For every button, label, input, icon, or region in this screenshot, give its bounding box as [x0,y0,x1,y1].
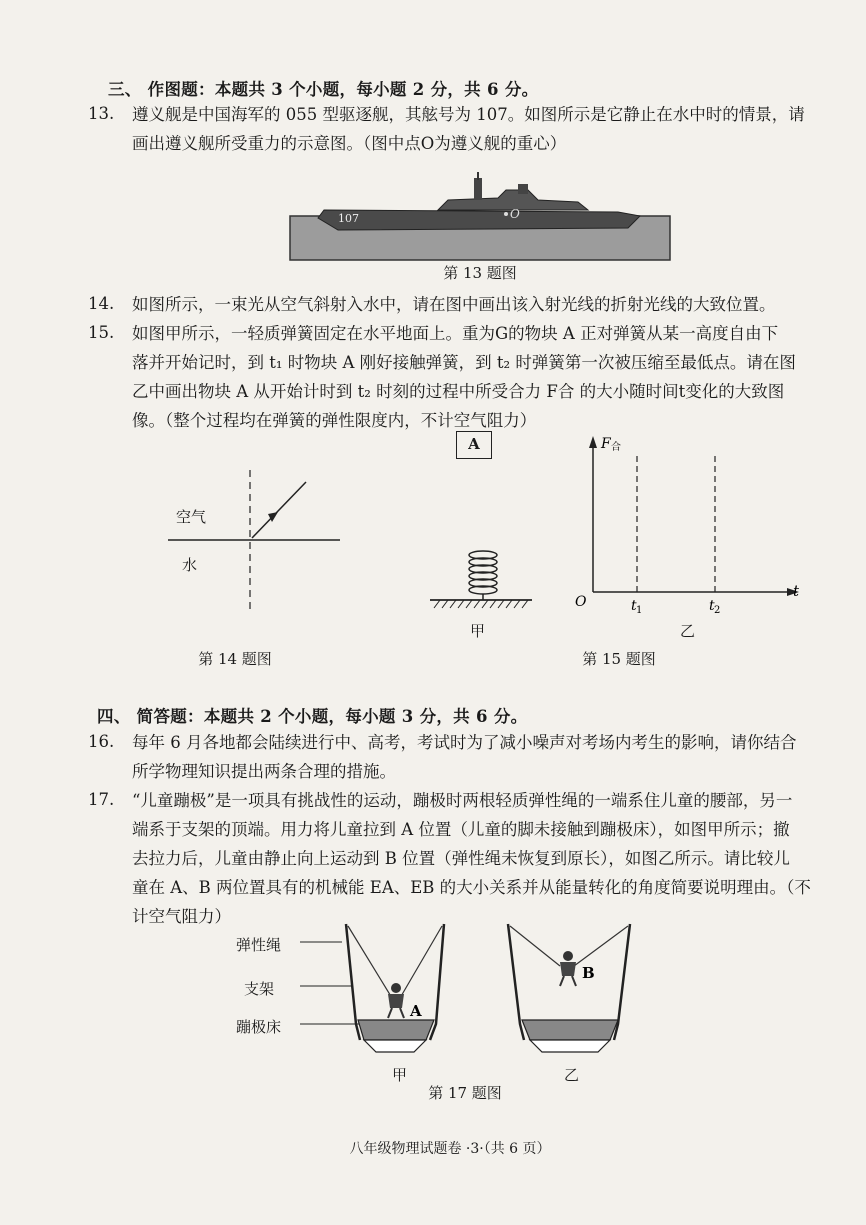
q13-line1: 遵义舰是中国海军的 055 型驱逐舰，其舷号为 107。如图所示是它静止在水中时的情景，请 [132,105,805,124]
ship-hull [318,210,640,230]
frame-left-yi [508,924,524,1040]
position-b-label: B [582,964,595,982]
child-a-head [391,983,401,993]
section3-heading: 三、 作图题：本题共 3 个小题，每小题 2 分，共 6 分。 [108,80,539,99]
rope-right [400,926,442,998]
bungee-figure-yi [500,912,640,1062]
q16-text [132,728,822,786]
t2-label-sub: 2 [714,605,721,616]
spring-coil [469,551,497,600]
child-a-body [388,994,404,1008]
ground-hatching [434,600,528,608]
page-footer: 八年级物理试题卷 ·3·（共 6 页） [349,1141,551,1157]
label-frame: 支架 [244,980,275,998]
label-water: 水 [182,556,198,574]
section4-heading: 四、 简答题：本题共 2 个小题，每小题 3 分，共 6 分。 [97,707,528,726]
child-b-head [563,951,573,961]
q17-caption: 第 17 题图 [428,1084,502,1102]
t1-label-sub: 1 [636,605,643,616]
q17-line2: 端系于支架的顶端。用力将儿童拉到 A 位置（儿童的脚未接触到蹦极床），如图甲所示；撤 [132,820,790,839]
q17-line3: 去拉力后，儿童由静止向上运动到 B 位置（弹性绳未恢复到原长），如图乙所示。请比较儿 [132,849,790,868]
bungee-figure-jia [300,912,460,1062]
q13-number: 13. [88,104,115,123]
ship-hull-number: 107 [338,212,359,225]
q16-number: 16. [88,732,115,751]
q16-line2: 所学物理知识提出两条合理的措施。 [132,762,396,781]
label-yi-15: 乙 [680,622,696,640]
label-air: 空气 [176,508,207,526]
label-trampoline: 蹦极床 [236,1018,282,1036]
ship-mast [474,178,482,200]
t2-label: t [709,598,715,614]
trampoline-bed [358,1020,434,1040]
q15-line4: 像。（整个过程均在弹簧的弹性限度内，不计空气阻力） [132,411,537,430]
label-elastic-rope: 弹性绳 [236,936,282,954]
q14-refraction-figure [160,470,350,620]
q16-line1: 每年 6 月各地都会陆续进行中、高考，考试时为了减小噪声对考场内考生的影响，请你结合 [132,733,797,752]
q17-text [132,786,822,931]
rope-right-yi [574,926,628,966]
rope-left-yi [510,926,560,966]
trampoline-bed-yi [522,1020,618,1040]
position-a-label: A [410,1002,422,1020]
label-jia-15: 甲 [470,622,486,640]
y-axis-arrow-icon [589,436,597,448]
q13-line2: 画出遵义舰所受重力的示意图。（图中点O为遵义舰的重心） [132,134,567,153]
center-of-gravity-point [504,212,508,216]
q17-number: 17. [88,790,115,809]
q15-number: 15. [88,323,115,342]
q13-text [132,100,822,158]
q14-number: 14. [88,294,115,313]
q13-caption: 第 13 题图 [443,264,517,282]
force-time-graph [565,432,815,622]
t1-label: t [631,598,637,614]
x-axis-label: t [793,582,800,600]
q15-line3: 乙中画出物块 A 从开始计时到 t₂ 时刻的过程中所受合力 F合 的大小随时间t变化的大致图 [132,382,785,401]
q15-line2: 落并开始记时，到 t₁ 时物块 A 刚好接触弹簧，到 t₂ 时弹簧第一次被压缩至最低点。请在图 [132,353,796,372]
q13-ship-figure [288,170,672,262]
q14-caption: 第 14 题图 [198,650,272,668]
point-o-label: O [510,207,520,221]
child-b-body [560,962,576,976]
q17-line1: “儿童蹦极”是一项具有挑战性的运动，蹦极时两根轻质弹性绳的一端系住儿童的腰部，另一 [132,791,793,810]
y-axis-label-sub: 合 [611,442,621,453]
q15-caption: 第 15 题图 [582,650,656,668]
q17-line4: 童在 A、B 两位置具有的机械能 EA、EB 的大小关系并从能量转化的角度简要说明理由。（不 [132,878,811,897]
incident-ray [252,482,306,538]
q15-text [132,319,822,435]
q15-line1: 如图甲所示，一轻质弹簧固定在水平地面上。重为G的物块 A 正对弹簧从某一高度自由下 [132,324,779,343]
origin-label: O [575,594,587,610]
q17-line5: 计空气阻力） [132,907,231,926]
y-axis-label: F [601,436,611,452]
block-a: A [456,431,492,459]
spring-figure [428,540,538,620]
label-jia-17: 甲 [392,1066,408,1084]
rope-left [348,926,392,998]
label-yi-17: 乙 [564,1066,580,1084]
q14-text: 如图所示，一束光从空气斜射入水中，请在图中画出该入射光线的折射光线的大致位置。 [132,295,776,314]
